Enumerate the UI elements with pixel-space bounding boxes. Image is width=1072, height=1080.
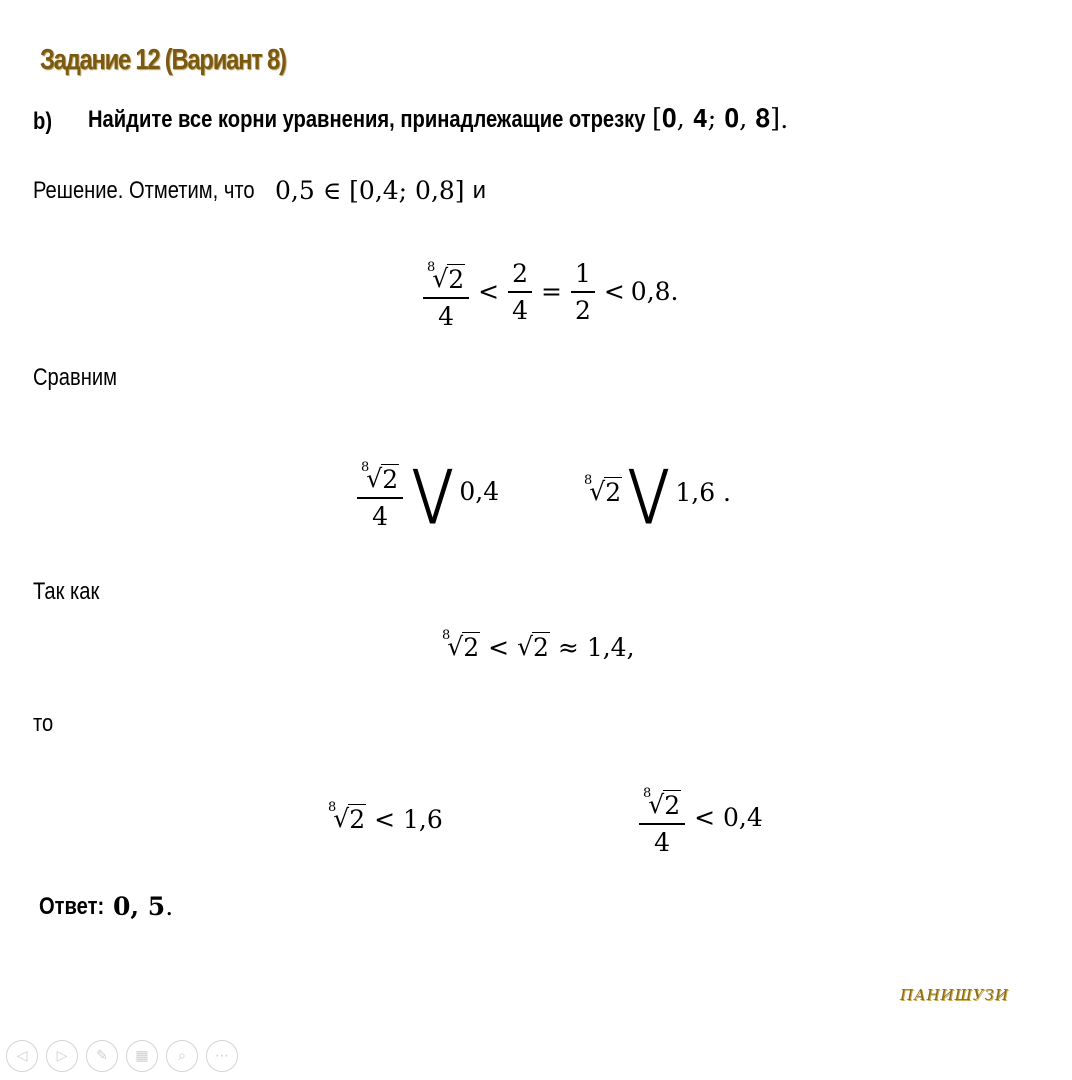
arrow-left-icon: ◁	[16, 1048, 28, 1064]
part-b-end: .	[780, 105, 789, 134]
part-b-text: Найдите все корни уравнения, принадлежащие отрезку	[88, 105, 646, 133]
solution-prefix: Решение. Отметим, что	[33, 176, 255, 204]
fraction-root-over-4: 8 √ 2 4	[423, 252, 469, 331]
fraction-1-over-2: $\frac{1}{2}$	[571, 259, 595, 325]
part-b-label: b)	[33, 108, 53, 135]
solution-suffix: и	[472, 176, 486, 204]
zoom-button[interactable]	[166, 1040, 198, 1072]
slide-overview-button[interactable]	[126, 1040, 158, 1072]
then-label: то	[33, 710, 54, 737]
pen-tool-button[interactable]	[86, 1040, 118, 1072]
part-b-statement	[88, 104, 788, 135]
pen-icon: ✎	[96, 1048, 108, 1064]
author-signature: ПАНИШУЗИ	[900, 986, 1009, 1004]
arrow-right-icon: ▷	[56, 1048, 68, 1064]
part-b-interval: [𝟎, 𝟒; 𝟎, 𝟖]	[652, 104, 781, 134]
previous-slide-button[interactable]	[6, 1040, 38, 1072]
more-icon: ⋯	[215, 1048, 229, 1064]
solution-expr: 0,5 ∈ [0,4; 0,8]	[275, 176, 465, 205]
next-slide-button[interactable]	[46, 1040, 78, 1072]
page-title: Задание 12 (Вариант 8)	[40, 44, 286, 76]
answer-value: 𝟎, 𝟓	[113, 892, 166, 921]
compare-left: 8 √ 2 4 ⋁ 0,4	[354, 452, 499, 531]
compare-label: Сравним	[33, 364, 117, 391]
fraction-root-over-4: 8 √ 2 4	[357, 452, 403, 531]
slides-grid-icon: ▦	[135, 1048, 149, 1064]
presentation-toolbar	[6, 1040, 238, 1072]
fraction-2-over-4: $\frac{2}{4}$	[508, 259, 532, 325]
magnifier-icon: ⌕	[178, 1048, 186, 1064]
compare-symbol: ⋁	[629, 457, 669, 527]
since-inequality: 8 √ 2 < √ 2 ≈ 1,4,	[442, 628, 635, 662]
compare-symbol: ⋁	[413, 456, 453, 527]
fraction-root-over-4: 8 √ 2 4	[639, 778, 685, 857]
answer-line: Ответ: 𝟎, 𝟓 .	[39, 892, 174, 921]
then-left: 8 √ 2 < 1,6	[328, 800, 443, 834]
inequality-1: 8 √ 2 4 < $\frac{2}{4}$ = $\frac{1}{2}$ < 0,8.	[420, 252, 679, 331]
more-options-button[interactable]	[206, 1040, 238, 1072]
since-label: Так как	[33, 578, 100, 605]
then-right: 8 √ 2 4 < 0,4	[636, 778, 763, 857]
solution-line	[33, 176, 486, 205]
compare-right: 8 √ 2 ⋁ 1,6 .	[584, 457, 731, 527]
answer-label: Ответ:	[39, 892, 105, 920]
